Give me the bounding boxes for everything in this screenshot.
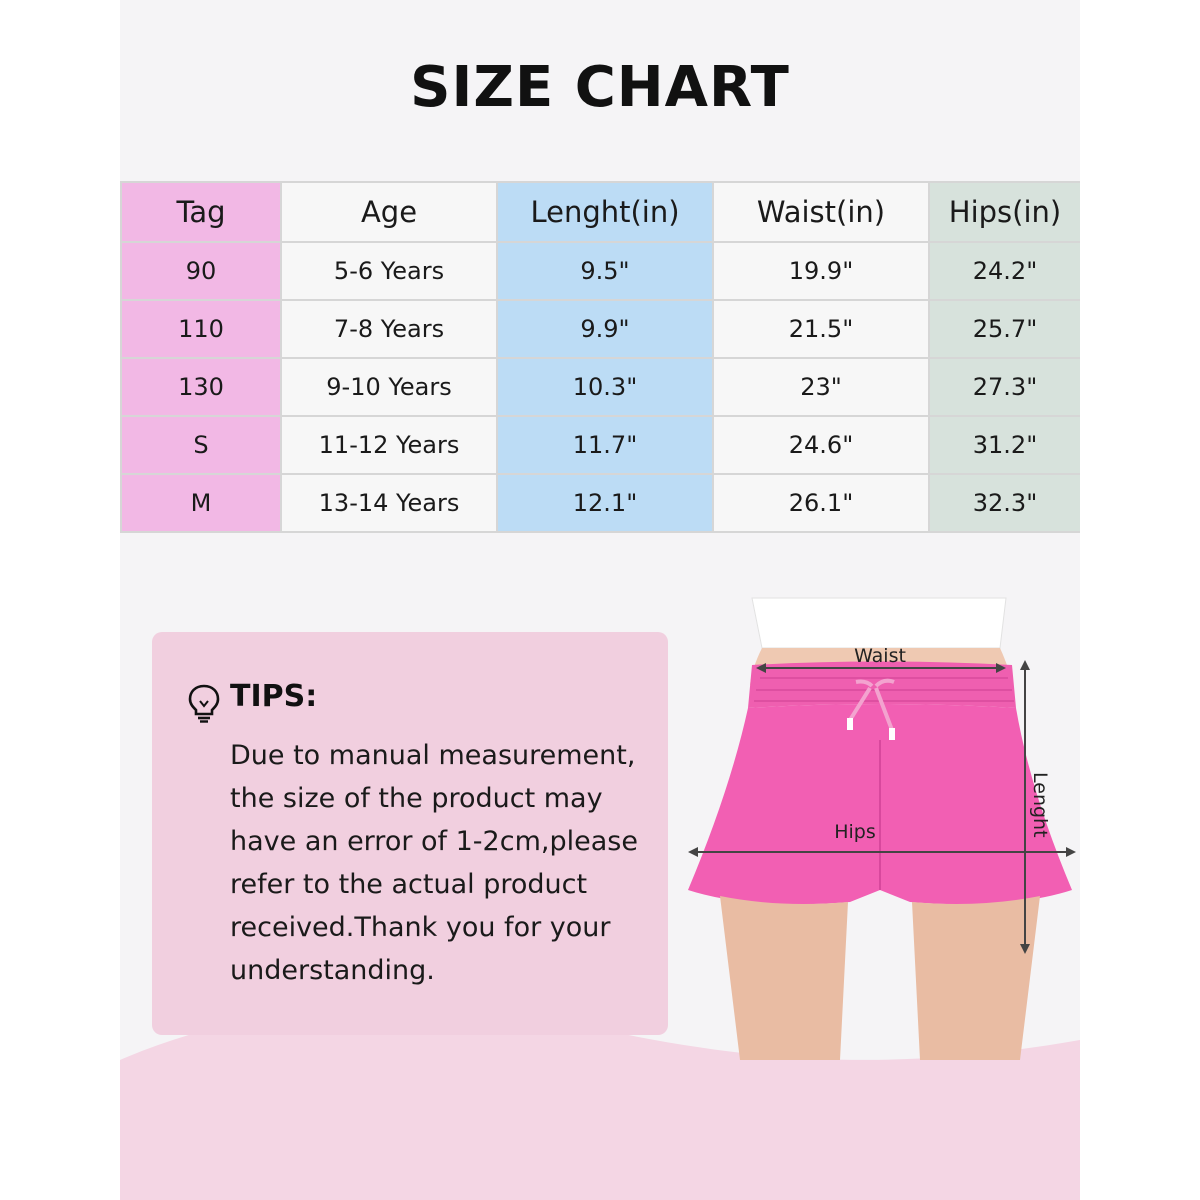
header-hips: Hips(in) xyxy=(929,182,1080,242)
table-row xyxy=(121,300,1080,358)
cell-waist: 19.9" xyxy=(713,242,929,300)
page-title: SIZE CHART xyxy=(410,55,790,120)
cell-age: 13-14 Years xyxy=(281,474,497,532)
lightbulb-icon xyxy=(186,683,222,723)
cell-tag: M xyxy=(121,474,281,532)
cell-hips: 32.3" xyxy=(929,474,1080,532)
cell-tag: S xyxy=(121,416,281,474)
table-row xyxy=(121,242,1080,300)
header-age: Age xyxy=(281,182,497,242)
size-table xyxy=(120,181,1080,533)
cell-tag: 90 xyxy=(121,242,281,300)
cell-length: 10.3" xyxy=(497,358,713,416)
tips-card xyxy=(152,632,668,1035)
table-row xyxy=(121,416,1080,474)
waist-measure-label: Waist xyxy=(854,645,906,667)
cell-hips: 27.3" xyxy=(929,358,1080,416)
length-measure-label: Lenght xyxy=(1029,772,1051,838)
cell-tag: 110 xyxy=(121,300,281,358)
length-measure xyxy=(1010,660,1080,960)
cell-length: 9.5" xyxy=(497,242,713,300)
cell-hips: 31.2" xyxy=(929,416,1080,474)
header-length: Lenght(in) xyxy=(497,182,713,242)
cell-age: 11-12 Years xyxy=(281,416,497,474)
cell-length: 9.9" xyxy=(497,300,713,358)
cell-tag: 130 xyxy=(121,358,281,416)
hips-measure-label: Hips xyxy=(834,821,876,843)
table-row xyxy=(121,358,1080,416)
cell-age: 7-8 Years xyxy=(281,300,497,358)
cell-waist: 26.1" xyxy=(713,474,929,532)
cell-age: 5-6 Years xyxy=(281,242,497,300)
cell-age: 9-10 Years xyxy=(281,358,497,416)
cell-waist: 24.6" xyxy=(713,416,929,474)
cell-hips: 25.7" xyxy=(929,300,1080,358)
cell-length: 11.7" xyxy=(497,416,713,474)
cell-waist: 23" xyxy=(713,358,929,416)
header-tag: Tag xyxy=(121,182,281,242)
table-row xyxy=(121,474,1080,532)
cell-hips: 24.2" xyxy=(929,242,1080,300)
table-header-row xyxy=(121,182,1080,242)
header-waist: Waist(in) xyxy=(713,182,929,242)
cell-waist: 21.5" xyxy=(713,300,929,358)
size-chart-canvas xyxy=(120,0,1080,1200)
tips-body: Due to manual measurement, the size of the product may have an error of 1-2cm,please refer to the actual product received.Thank you for your understanding. xyxy=(230,740,638,986)
cell-length: 12.1" xyxy=(497,474,713,532)
tips-heading: TIPS: xyxy=(230,679,318,714)
